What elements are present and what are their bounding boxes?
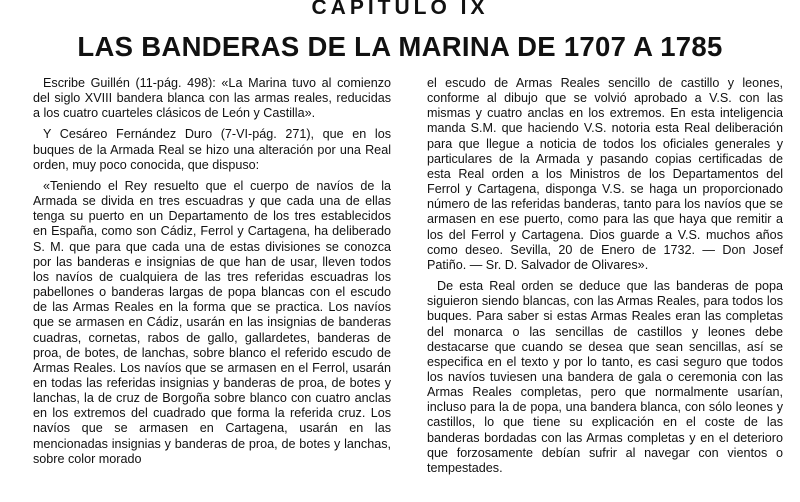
paragraph-deduction: De esta Real orden se deduce que las banderas de popa siguieron siendo blancas, con las Armas Reales, para todos los buques. Para saber si estas Armas Reales eran las completas del monarca o las sencillas de castillos y leones debe destacarse que cuando se desea que sean sencillas, así se especifica en el texto y por lo tanto, es casi seguro que todos los navíos tuviesen una bandera de gala o ceremonia con las Armas Reales completas, pero que normalmente usarían, incluso para la de popa, una bandera blanca, con sólo leones y castillos, lo que tiene su explicación en el coste de las banderas bordadas con las Armas completas y en el deterioro que forzosamente debían sufrir al navegar con vientos o tempestades. (427, 279, 783, 475)
left-column (33, 76, 391, 467)
page-title: LAS BANDERAS DE LA MARINA DE 1707 A 1785 (77, 31, 723, 62)
paragraph-fernandez-duro: Y Cesáreo Fernández Duro (7-VI-pág. 271), que en los buques de la Armada Real se hizo una alteración por una Real orden, muy poco conocida, que dispuso: (33, 127, 391, 172)
paragraph-real-orden-continued: el escudo de Armas Reales sencillo de castillo y leones, conforme al dibujo que se volvió aprobado a V.S. con las mismas y cuatro anclas en los extremos. En esta inteligencia manda S.M. que haciendo V.S. notoria esta Real deliberación para que llegue a noticia de todos los oficiales generales y particulares de la Armada y pasando copias certificadas de esta Real orden a los Ministros de los Departamentos del Ferrol y Cartagena, disponga V.S. se haga un proporcionado número de las referidas banderas, tanto para los navíos que se armasen en ese puerto, como para las que haya que remitir a los del Ferrol y Cartagena. Dios guarde a V.S. muchos años como deseo. Sevilla, 20 de Enero de 1732. — Don Josef Patiño. — Sr. D. Salvador de Olivares». (427, 76, 783, 272)
paragraph-guillen-quote: Escribe Guillén (11-pág. 498): «La Marina tuvo al comienzo del siglo XVIII bandera blanca con las armas reales, reducidas a los cuatro cuarteles clásicos de León y Castilla». (33, 76, 391, 121)
right-column (427, 76, 783, 476)
paragraph-real-orden-quote: «Teniendo el Rey resuelto que el cuerpo de navíos de la Armada se divida en tres escuadras y que cada una de ellas tenga su puerto en un Departamento de los tres establecidos en España, como son Cádiz, Ferrol y Cartagena, ha deliberado S. M. que para que cada una de estas divisiones se conozca por las banderas e insignias de que han de usar, lleven todos los navíos de cualquiera de las tres referidas escuadras los pabellones o banderas largas de popa blancas con el escudo de las Armas Reales en la forma que se practica. Los navíos que se armasen en Cádiz, usarán en las insignias de banderas cuadras, cornetas, rabos de gallo, gallardetes, banderas de proa, de botes, de lanchas, sobre blanco el referido escudo de Armas Reales. Los navíos que se armasen en el Ferrol, usarán en todas las referidas insignias y banderas de proa, de botes y lanchas, la de cruz de Borgoña sobre blanco con cuatro anclas en los extremos del cuadrado que forma la referida cruz. Los navíos que se armasen en Cartagena, usarán en las mencionadas insignias y banderas de proa, de botes y lanchas, sobre color morado (33, 178, 391, 466)
chapter-heading: CAPITULO IX (311, 0, 489, 19)
